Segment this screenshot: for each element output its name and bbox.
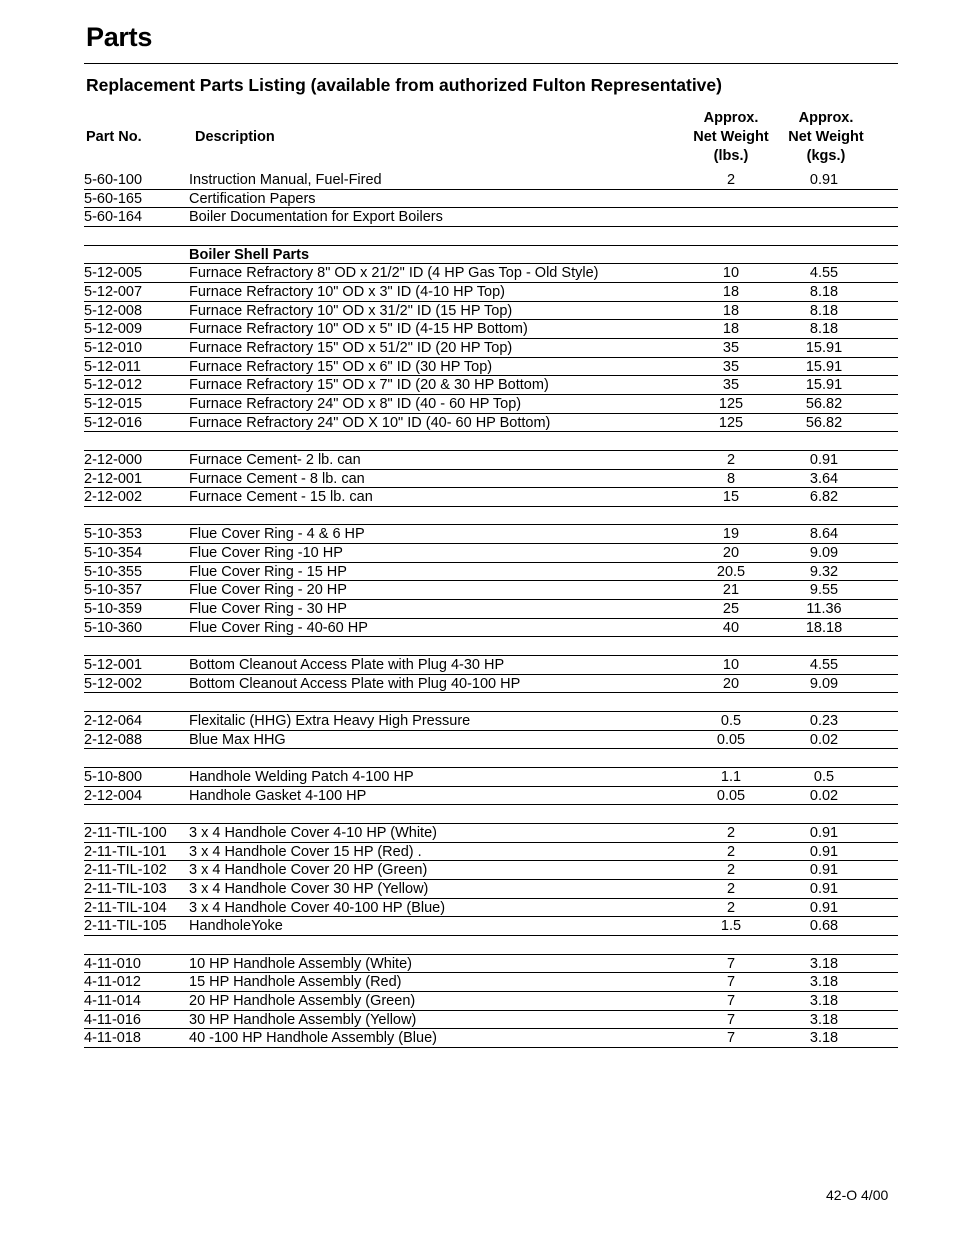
weight-lbs-cell: 25	[722, 601, 740, 618]
table-row	[84, 395, 898, 414]
part-number-cell: 2-12-002	[84, 489, 143, 506]
weight-kgs-cell: 8.18	[809, 302, 839, 319]
table-row	[84, 358, 898, 377]
weight-kgs-cell: 0.91	[809, 172, 839, 188]
part-number-cell: 5-10-360	[84, 619, 143, 636]
weight-kgs-cell: 0.02	[809, 787, 839, 804]
table-row	[84, 525, 898, 544]
table-spacer-row	[84, 227, 898, 246]
weight-kgs-cell: 0.91	[809, 451, 839, 468]
part-number-cell: 5-12-002	[84, 675, 143, 692]
table-spacer-row	[84, 749, 898, 768]
table-row	[84, 843, 898, 862]
table-row	[84, 600, 898, 619]
section-subtitle: Replacement Parts Listing (available from authorized Fulton Representative)	[86, 75, 722, 95]
weight-kgs-cell: 3.18	[809, 992, 839, 1009]
table-row	[84, 171, 898, 190]
table-row	[84, 880, 898, 899]
part-number-cell: 4-11-012	[84, 974, 141, 991]
part-number-cell: 2-11-TIL-104	[84, 899, 167, 916]
weight-lbs-cell: 2	[726, 824, 736, 841]
weight-kgs-cell: 0.23	[809, 713, 839, 730]
description-cell: Bottom Cleanout Access Plate with Plug 4-30 HP	[189, 657, 505, 674]
header-line: Net Weight	[788, 129, 864, 145]
column-header-part-no: Part No.	[86, 129, 142, 145]
part-number-cell: 2-11-TIL-101	[84, 843, 167, 860]
description-cell: 3 x 4 Handhole Cover 30 HP (Yellow)	[189, 880, 429, 897]
weight-kgs-cell: 0.91	[809, 843, 839, 860]
description-cell: Furnace Cement - 8 lb. can	[189, 470, 365, 487]
description-cell: 20 HP Handhole Assembly (Green)	[189, 992, 416, 1009]
part-number-cell: 5-60-164	[84, 209, 143, 226]
description-cell: Flue Cover Ring - 4 & 6 HP	[189, 526, 365, 543]
table-spacer-row	[84, 637, 898, 656]
weight-kgs-cell: 8.64	[809, 526, 839, 543]
table-row	[84, 283, 898, 302]
weight-lbs-cell: 7	[726, 955, 736, 972]
weight-kgs-cell: 9.55	[809, 582, 839, 599]
description-cell: Flue Cover Ring - 20 HP	[189, 582, 347, 599]
table-row	[84, 712, 898, 731]
description-cell: HandholeYoke	[189, 918, 283, 935]
part-number-cell: 5-12-012	[84, 377, 143, 394]
description-cell: Furnace Refractory 15" OD x 51/2" ID (20 HP Top)	[189, 339, 513, 356]
description-cell: Instruction Manual, Fuel-Fired	[189, 172, 382, 188]
part-number-cell: 5-12-005	[84, 265, 143, 282]
parts-table-body	[84, 171, 898, 1048]
weight-lbs-cell: 20	[722, 675, 740, 692]
weight-lbs-cell: 18	[722, 321, 740, 338]
table-spacer-row	[84, 432, 898, 451]
part-number-cell: 4-11-018	[84, 1030, 141, 1047]
description-cell: Handhole Welding Patch 4-100 HP	[189, 769, 414, 785]
part-number-cell: 2-11-TIL-100	[84, 824, 167, 841]
part-number-cell: 5-12-011	[84, 358, 141, 375]
column-header-description: Description	[195, 129, 275, 145]
weight-lbs-cell: 0.05	[716, 787, 746, 804]
table-row	[84, 488, 898, 507]
weight-lbs-cell: 1.1	[720, 769, 742, 785]
part-number-cell: 5-10-354	[84, 545, 143, 562]
table-row	[84, 190, 898, 209]
weight-lbs-cell: 10	[722, 265, 740, 282]
table-spacer-row	[84, 936, 898, 955]
description-cell: Flue Cover Ring -10 HP	[189, 545, 343, 562]
part-number-cell: 5-12-010	[84, 339, 143, 356]
description-cell: 3 x 4 Handhole Cover 4-10 HP (White)	[189, 824, 437, 841]
table-spacer-row	[84, 507, 898, 526]
weight-lbs-cell: 125	[718, 414, 744, 431]
weight-kgs-cell: 9.09	[809, 675, 839, 692]
weight-lbs-cell: 7	[726, 1011, 736, 1028]
table-row	[84, 619, 898, 638]
description-cell: Furnace Refractory 24" OD X 10" ID (40- 60 HP Bottom)	[189, 414, 551, 431]
weight-lbs-cell: 35	[722, 358, 740, 375]
weight-lbs-cell: 18	[722, 283, 740, 300]
weight-kgs-cell: 9.09	[809, 545, 839, 562]
weight-kgs-cell: 15.91	[805, 358, 843, 375]
weight-lbs-cell: 15	[722, 489, 740, 506]
table-row	[84, 899, 898, 918]
part-number-cell: 5-60-165	[84, 190, 143, 207]
part-number-cell: 5-10-355	[84, 563, 143, 580]
table-row	[84, 581, 898, 600]
description-cell: Furnace Refractory 10" OD x 5" ID (4-15 HP Bottom)	[189, 321, 528, 338]
header-line: (lbs.)	[713, 148, 749, 164]
column-header-weight-lbs	[681, 109, 781, 166]
part-number-cell: 5-60-100	[84, 172, 143, 188]
weight-lbs-cell: 7	[726, 974, 736, 991]
table-row	[84, 787, 898, 806]
weight-kgs-cell: 15.91	[805, 377, 843, 394]
weight-lbs-cell: 35	[722, 339, 740, 356]
part-number-cell: 2-12-004	[84, 787, 143, 804]
weight-lbs-cell: 35	[722, 377, 740, 394]
part-number-cell: 2-11-TIL-103	[84, 880, 167, 897]
description-cell: Bottom Cleanout Access Plate with Plug 40-100 HP	[189, 675, 521, 692]
part-number-cell: 4-11-016	[84, 1011, 141, 1028]
table-row	[84, 656, 898, 675]
weight-lbs-cell: 0.05	[716, 731, 746, 748]
table-row	[84, 376, 898, 395]
table-row	[84, 992, 898, 1011]
description-cell: Boiler Shell Parts	[189, 246, 310, 263]
description-cell: Furnace Refractory 15" OD x 7" ID (20 & 30 HP Bottom)	[189, 377, 549, 394]
table-row	[84, 824, 898, 843]
weight-lbs-cell: 125	[718, 395, 744, 412]
weight-kgs-cell: 3.64	[809, 470, 839, 487]
description-cell: 10 HP Handhole Assembly (White)	[189, 955, 412, 972]
header-line: Net Weight	[693, 129, 769, 145]
description-cell: 15 HP Handhole Assembly (Red)	[189, 974, 402, 991]
weight-lbs-cell: 7	[726, 992, 736, 1009]
description-cell: Flue Cover Ring - 30 HP	[189, 601, 347, 618]
part-number-cell: 5-12-001	[84, 657, 143, 674]
weight-kgs-cell: 8.18	[809, 283, 839, 300]
table-row	[84, 1029, 898, 1048]
table-row	[84, 675, 898, 694]
part-number-cell: 2-12-064	[84, 713, 143, 730]
part-number-cell: 5-12-007	[84, 283, 143, 300]
description-cell: Boiler Documentation for Export Boilers	[189, 209, 443, 226]
part-number-cell: 5-10-357	[84, 582, 143, 599]
weight-kgs-cell: 4.55	[809, 265, 839, 282]
part-number-cell: 5-10-800	[84, 769, 143, 785]
table-row	[84, 544, 898, 563]
part-number-cell: 4-11-014	[84, 992, 141, 1009]
weight-kgs-cell: 0.91	[809, 862, 839, 879]
table-row	[84, 1011, 898, 1030]
page-footer-code: 42-O 4/00	[826, 1187, 889, 1203]
weight-lbs-cell: 2	[726, 172, 736, 188]
weight-lbs-cell: 20.5	[716, 563, 746, 580]
part-number-cell: 2-11-TIL-102	[84, 862, 167, 879]
weight-lbs-cell: 2	[726, 843, 736, 860]
description-cell: Handhole Gasket 4-100 HP	[189, 787, 367, 804]
part-number-cell: 5-10-353	[84, 526, 143, 543]
weight-lbs-cell: 0.5	[720, 713, 742, 730]
table-row	[84, 264, 898, 283]
description-cell: Furnace Cement- 2 lb. can	[189, 451, 361, 468]
description-cell: 3 x 4 Handhole Cover 40-100 HP (Blue)	[189, 899, 446, 916]
weight-kgs-cell: 0.91	[809, 880, 839, 897]
weight-kgs-cell: 56.82	[805, 395, 843, 412]
description-cell: Flexitalic (HHG) Extra Heavy High Pressure	[189, 713, 471, 730]
table-row	[84, 731, 898, 750]
weight-lbs-cell: 1.5	[720, 918, 742, 935]
weight-kgs-cell: 0.91	[809, 824, 839, 841]
weight-lbs-cell: 20	[722, 545, 740, 562]
description-cell: 40 -100 HP Handhole Assembly (Blue)	[189, 1030, 437, 1047]
part-number-cell: 2-12-088	[84, 731, 143, 748]
weight-kgs-cell: 11.36	[806, 601, 842, 618]
header-line: Approx.	[798, 110, 854, 126]
weight-kgs-cell: 0.02	[809, 731, 839, 748]
weight-kgs-cell: 0.68	[809, 918, 839, 935]
header-line: (kgs.)	[806, 148, 846, 164]
description-cell: 3 x 4 Handhole Cover 15 HP (Red) .	[189, 843, 422, 860]
weight-lbs-cell: 2	[726, 899, 736, 916]
description-cell: Flue Cover Ring - 15 HP	[189, 563, 347, 580]
weight-kgs-cell: 3.18	[809, 974, 839, 991]
weight-kgs-cell: 15.91	[805, 339, 843, 356]
description-cell: Flue Cover Ring - 40-60 HP	[189, 619, 368, 636]
part-number-cell: 5-12-015	[84, 395, 143, 412]
weight-kgs-cell: 9.32	[809, 563, 839, 580]
weight-kgs-cell: 0.5	[813, 769, 835, 785]
weight-kgs-cell: 3.18	[809, 1030, 839, 1047]
part-number-cell: 5-10-359	[84, 601, 143, 618]
weight-lbs-cell: 2	[726, 451, 736, 468]
table-row	[84, 955, 898, 974]
table-row	[84, 339, 898, 358]
weight-kgs-cell: 3.18	[809, 1011, 839, 1028]
description-cell: Certification Papers	[189, 190, 316, 207]
header-line: Approx.	[703, 110, 759, 126]
weight-kgs-cell: 18.18	[805, 619, 843, 636]
weight-kgs-cell: 56.82	[805, 414, 843, 431]
table-row	[84, 414, 898, 433]
part-number-cell: 4-11-010	[84, 955, 141, 972]
part-number-cell: 2-12-000	[84, 451, 143, 468]
column-header-weight-kgs	[776, 109, 876, 166]
weight-kgs-cell: 0.91	[809, 899, 839, 916]
table-row	[84, 320, 898, 339]
weight-lbs-cell: 19	[722, 526, 740, 543]
description-cell: Furnace Refractory 15" OD x 6" ID (30 HP Top)	[189, 358, 493, 375]
table-section-heading	[84, 246, 898, 265]
description-cell: Blue Max HHG	[189, 731, 286, 748]
weight-lbs-cell: 7	[726, 1030, 736, 1047]
description-cell: 3 x 4 Handhole Cover 20 HP (Green)	[189, 862, 428, 879]
description-cell: Furnace Refractory 8" OD x 21/2" ID (4 HP Gas Top - Old Style)	[189, 265, 599, 282]
table-row	[84, 973, 898, 992]
table-spacer-row	[84, 693, 898, 712]
table-row	[84, 470, 898, 489]
description-cell: Furnace Refractory 24" OD x 8" ID (40 - 60 HP Top)	[189, 395, 522, 412]
weight-lbs-cell: 8	[726, 470, 736, 487]
weight-lbs-cell: 2	[726, 862, 736, 879]
part-number-cell: 2-12-001	[84, 470, 143, 487]
weight-kgs-cell: 8.18	[809, 321, 839, 338]
weight-kgs-cell: 6.82	[809, 489, 839, 506]
weight-kgs-cell: 3.18	[809, 955, 839, 972]
table-row	[84, 768, 898, 787]
weight-kgs-cell: 4.55	[809, 657, 839, 674]
table-row	[84, 917, 898, 936]
part-number-cell: 2-11-TIL-105	[84, 918, 167, 935]
weight-lbs-cell: 21	[722, 582, 740, 599]
part-number-cell: 5-12-009	[84, 321, 143, 338]
description-cell: 30 HP Handhole Assembly (Yellow)	[189, 1011, 417, 1028]
page-title: Parts	[86, 22, 153, 52]
weight-lbs-cell: 10	[722, 657, 740, 674]
description-cell: Furnace Refractory 10" OD x 31/2" ID (15 HP Top)	[189, 302, 513, 319]
weight-lbs-cell: 40	[722, 619, 740, 636]
part-number-cell: 5-12-008	[84, 302, 143, 319]
table-row	[84, 302, 898, 321]
description-cell: Furnace Refractory 10" OD x 3" ID (4-10 HP Top)	[189, 283, 505, 300]
table-row	[84, 451, 898, 470]
table-row	[84, 563, 898, 582]
part-number-cell: 5-12-016	[84, 414, 143, 431]
table-row	[84, 208, 898, 227]
description-cell: Furnace Cement - 15 lb. can	[189, 489, 373, 506]
title-divider	[84, 63, 898, 64]
weight-lbs-cell: 2	[726, 880, 736, 897]
table-row	[84, 861, 898, 880]
table-spacer-row	[84, 805, 898, 824]
weight-lbs-cell: 18	[722, 302, 740, 319]
